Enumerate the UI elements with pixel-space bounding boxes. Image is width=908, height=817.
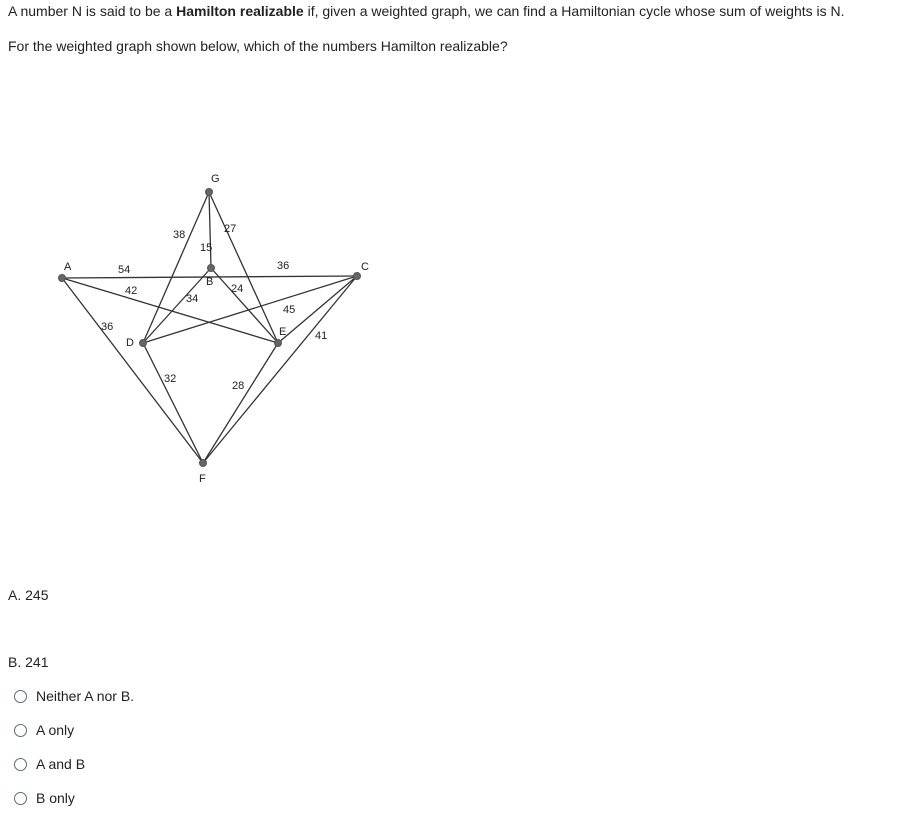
sub-question-a: A. 245	[8, 587, 49, 603]
option-b-only[interactable]	[14, 788, 75, 808]
edge-c-f	[203, 276, 357, 463]
radio-button[interactable]	[14, 758, 27, 771]
option-label: A only	[36, 722, 75, 738]
weight-a-f: 36	[101, 321, 114, 333]
vertex-label-f: F	[199, 473, 206, 485]
question-line-2: For the weighted graph shown below, which of the numbers Hamilton realizable?	[8, 38, 508, 54]
question-suffix: if, given a weighted graph, we can find a Hamiltonian cycle whose sum of weights is N.	[303, 3, 845, 19]
weight-b-e: 24	[231, 283, 244, 295]
option-label: Neither A nor B.	[36, 688, 135, 704]
vertex-label-b: B	[206, 276, 214, 288]
radio-button[interactable]	[14, 724, 27, 737]
vertex-a	[59, 275, 66, 282]
weight-d-f: 32	[164, 373, 177, 385]
vertex-e	[275, 340, 282, 347]
sub-question-b: B. 241	[8, 654, 49, 670]
option-label: B only	[36, 790, 75, 806]
weight-c-d: 36	[277, 260, 290, 272]
vertex-label-c: C	[361, 261, 369, 273]
edge-weights	[101, 223, 327, 392]
vertex-f	[200, 460, 207, 467]
vertex-c	[354, 273, 361, 280]
edge-g-b	[209, 192, 211, 268]
weight-g-b: 15	[200, 242, 213, 254]
radio-button[interactable]	[14, 792, 27, 805]
edge-a-f	[62, 278, 203, 463]
edge-e-f	[203, 343, 278, 463]
vertex-label-d: D	[126, 337, 134, 349]
vertex-d	[140, 340, 147, 347]
weight-e-f: 28	[232, 380, 245, 392]
vertex-label-e: E	[279, 326, 287, 338]
vertex-b	[208, 265, 215, 272]
option-a-only[interactable]	[14, 720, 74, 740]
vertex-label-g: G	[211, 173, 220, 185]
vertex-g	[206, 189, 213, 196]
question-prefix: A number N is said to be a	[8, 3, 177, 19]
edge-d-f	[143, 343, 203, 463]
weight-g-d: 38	[173, 229, 186, 241]
weight-c-e: 45	[283, 304, 296, 316]
radio-button[interactable]	[14, 690, 27, 703]
weight-c-f: 41	[315, 330, 328, 342]
option-a-and-b[interactable]	[14, 754, 85, 774]
option-neither[interactable]	[14, 686, 134, 706]
edge-g-e	[209, 192, 278, 343]
weight-a-e: 42	[125, 285, 138, 297]
edge-b-e	[211, 268, 278, 343]
question-bold-term: Hamilton realizable	[176, 3, 304, 19]
option-label: A and B	[36, 756, 86, 772]
weight-b-d: 34	[186, 293, 199, 305]
edge-g-d	[143, 192, 209, 343]
weight-g-e: 27	[224, 223, 237, 235]
vertex-label-a: A	[64, 261, 72, 273]
weight-a-c: 54	[118, 264, 131, 276]
